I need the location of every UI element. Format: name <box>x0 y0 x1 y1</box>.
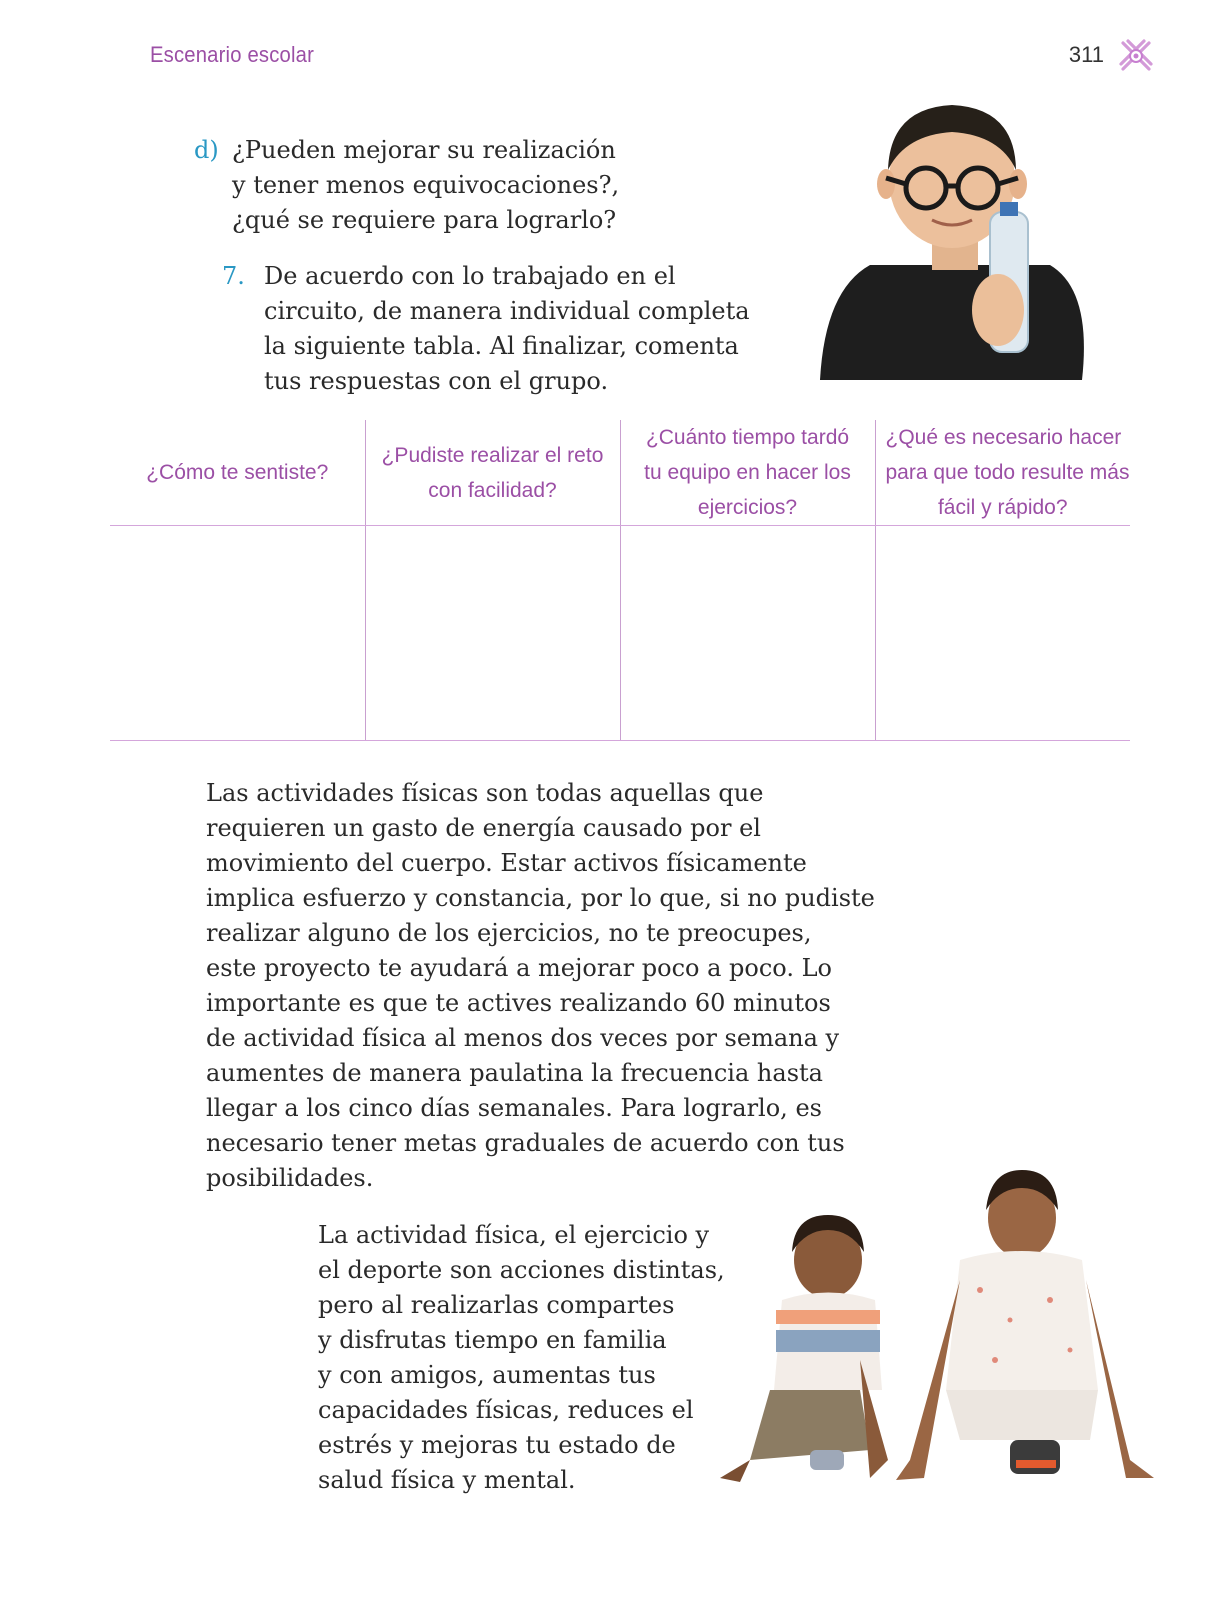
table-header-ease: ¿Pudiste realizar el reto con facilidad? <box>365 420 620 526</box>
question-7 <box>222 259 782 399</box>
question-7-line: la siguiente tabla. Al finalizar, comenta <box>264 332 739 360</box>
question-7-line: tus respuestas con el grupo. <box>264 367 609 395</box>
table-header-time: ¿Cuánto tiempo tardó tu equipo en hacer los ejercicios? <box>620 420 875 526</box>
physical-activity-paragraph: Las actividades físicas son todas aquellas que requieren un gasto de energía causado por el movimiento del cuerpo. Estar activos físicamente implica esfuerzo y constancia, por lo que, si no pudiste realizar alguno de los ejercicios, no te preocupes, este proyecto te ayudará a mejorar poco a poco. Lo importante es que te actives realizando 60 minutos de actividad física al menos dos veces por semana y aumentes de manera paulatina la frecuencia hasta llegar a los cinco días semanales. Para lograrlo, es necesario tener metas graduales de acuerdo con tus posibilidades. <box>206 779 875 1192</box>
two-kids-starting-position-photo <box>710 1160 1170 1500</box>
self-evaluation-table <box>110 420 1130 741</box>
table-header-improvement: ¿Qué es necesario hacer para que todo resulte más fácil y rápido? <box>875 420 1130 526</box>
question-d-line: ¿Pueden mejorar su realización <box>232 136 616 164</box>
question-7-marker: 7. <box>222 262 245 290</box>
question-d-marker: d) <box>194 136 219 164</box>
question-d-line: y tener menos equivocaciones?, <box>232 171 620 199</box>
benefits-paragraph: La actividad física, el ejercicio y el deporte son acciones distintas, pero al realizarlas compartes y disfrutas tiempo en familia y con amigos, aumentas tus capacidades físicas, reduces el estrés y mejoras tu estado de salud física y mental. <box>318 1221 725 1494</box>
table-header-feeling: ¿Cómo te sentiste? <box>110 420 365 526</box>
page-number: 311 <box>1068 42 1104 67</box>
answer-cell-ease[interactable] <box>365 526 620 741</box>
star-ornament-icon <box>1118 38 1154 74</box>
question-d-line: ¿qué se requiere para lograrlo? <box>232 206 617 234</box>
table-row <box>110 526 1130 741</box>
question-d <box>194 133 754 238</box>
question-7-line: De acuerdo con lo trabajado en el <box>264 262 676 290</box>
answer-cell-improvement[interactable] <box>875 526 1130 741</box>
section-title: Escenario escolar <box>150 42 315 67</box>
question-7-line: circuito, de manera individual completa <box>264 297 750 325</box>
boy-with-water-bottle-photo <box>820 100 1100 390</box>
answer-cell-feeling[interactable] <box>110 526 365 741</box>
answer-cell-time[interactable] <box>620 526 875 741</box>
